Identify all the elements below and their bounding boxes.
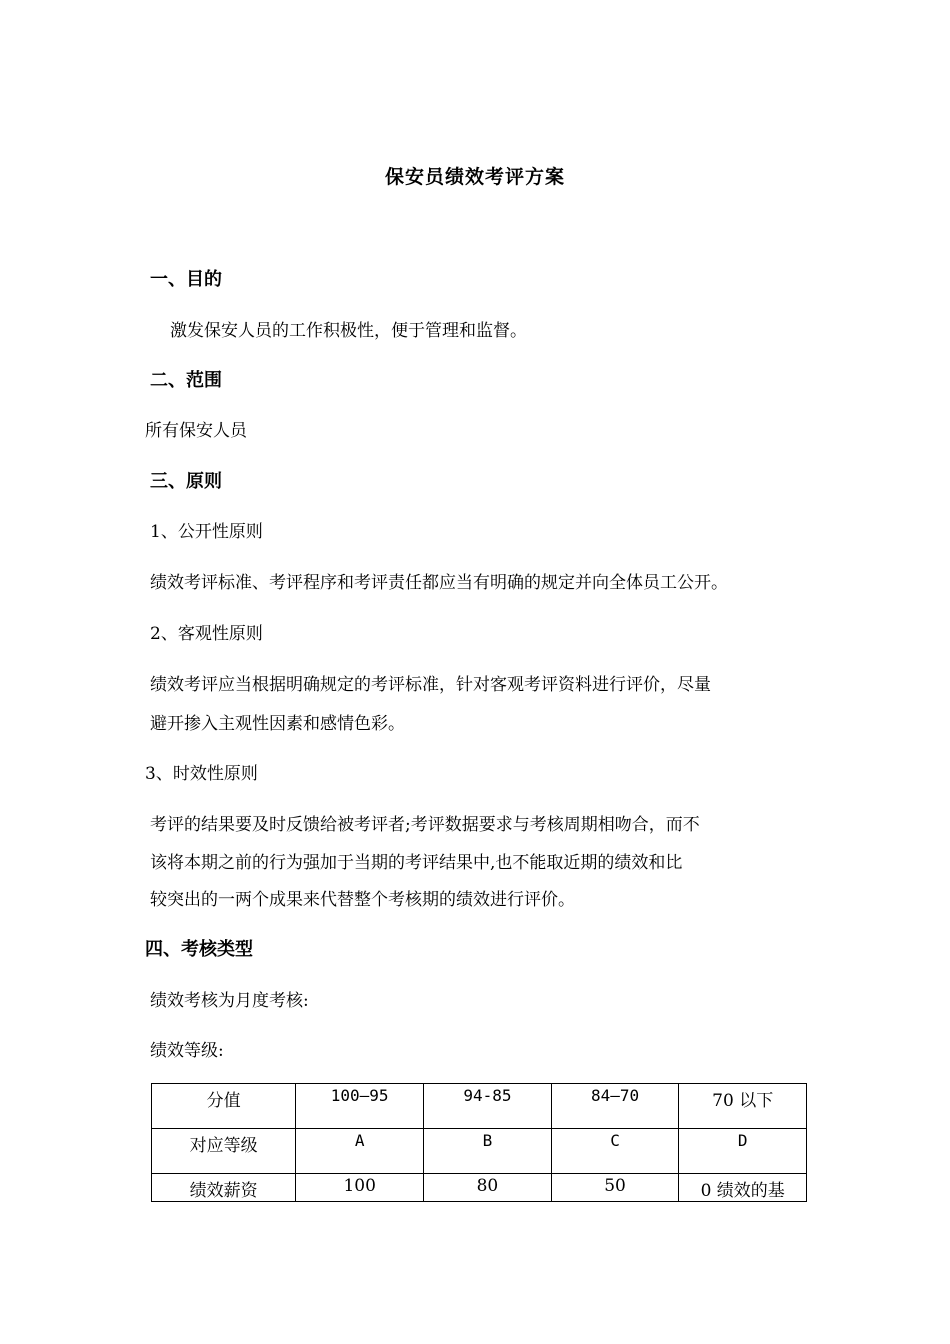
table-cell: 94-85 <box>424 1084 552 1129</box>
table-cell: 84—70 <box>551 1084 679 1129</box>
grade-table <box>151 1083 807 1202</box>
principle-1-text: 绩效考评标准、考评程序和考评责任都应当有明确的规定并向全体员工公开。 <box>150 573 728 593</box>
table-cell: 70 以下 <box>679 1084 807 1129</box>
principle-3-line-2: 该将本期之前的行为强加于当期的考评结果中,也不能取近期的绩效和比 <box>150 853 683 873</box>
principle-1-title: 1、公开性原则 <box>150 522 263 542</box>
purpose-text: 激发保安人员的工作积极性，便于管理和监督。 <box>170 321 527 341</box>
section-heading-scope: 二、范围 <box>150 370 222 391</box>
table-cell: 50 <box>551 1174 679 1202</box>
grade-label: 绩效等级: <box>150 1041 224 1061</box>
table-cell: 100 <box>296 1174 424 1202</box>
section-heading-purpose: 一、目的 <box>150 269 222 290</box>
table-cell: C <box>551 1129 679 1174</box>
table-cell: A <box>296 1129 424 1174</box>
principle-3-line-3: 较突出的一两个成果来代替整个考核期的绩效进行评价。 <box>150 890 575 910</box>
table-cell: 100—95 <box>296 1084 424 1129</box>
table-cell: 0 绩效的基 <box>679 1174 807 1202</box>
table-row <box>152 1174 807 1202</box>
table-row <box>152 1084 807 1129</box>
principle-3-line-1: 考评的结果要及时反馈给被考评者;考评数据要求与考核周期相吻合，而不 <box>150 815 700 835</box>
table-cell: D <box>679 1129 807 1174</box>
table-cell: B <box>424 1129 552 1174</box>
page-title: 保安员绩效考评方案 <box>384 166 565 188</box>
principle-3-title: 3、时效性原则 <box>145 764 258 784</box>
section-heading-principles: 三、原则 <box>150 471 222 492</box>
principle-2-title: 2、客观性原则 <box>150 624 263 644</box>
principle-2-line-1: 绩效考评应当根据明确规定的考评标准，针对客观考评资料进行评价，尽量 <box>150 675 711 695</box>
table-cell: 分值 <box>152 1084 296 1129</box>
assessment-type-text: 绩效考核为月度考核: <box>150 991 309 1011</box>
table-cell: 对应等级 <box>152 1129 296 1174</box>
table-row <box>152 1129 807 1174</box>
section-heading-assessment-type: 四、考核类型 <box>145 939 253 960</box>
principle-2-line-2: 避开掺入主观性因素和感情色彩。 <box>150 714 405 734</box>
table-cell: 80 <box>424 1174 552 1202</box>
table-cell: 绩效薪资 <box>152 1174 296 1202</box>
scope-text: 所有保安人员 <box>145 421 247 441</box>
